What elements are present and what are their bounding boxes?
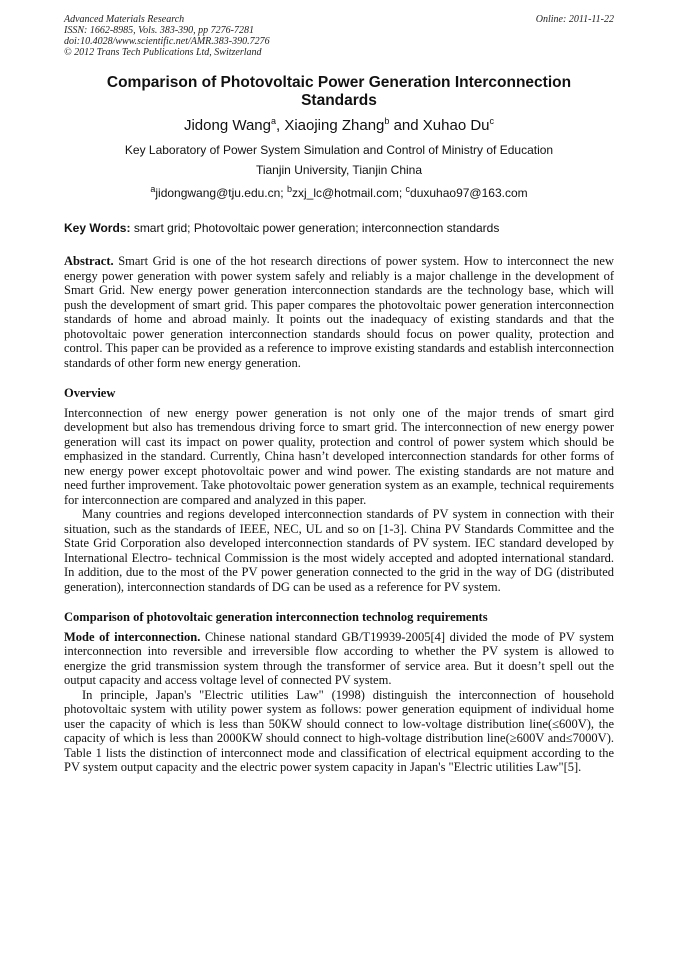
section-heading-overview: Overview	[64, 386, 116, 400]
author-mark: c	[489, 116, 495, 126]
affiliation-line: Key Laboratory of Power System Simulation and Control of Ministry of Education	[124, 143, 554, 157]
email-address[interactable]: duxuhao97@163.com	[410, 186, 528, 200]
author-mark: b	[384, 116, 390, 126]
online-date: Online: 2011-11-22	[535, 14, 614, 25]
author-list	[64, 116, 614, 136]
keywords-label: Key Words:	[64, 221, 131, 235]
affiliation-line: Tianjin University, Tianjin China	[255, 163, 423, 177]
author-mark: a	[270, 116, 276, 126]
keywords	[64, 220, 614, 236]
overview-paragraph: Many countries and regions developed interconnection standards of PV system in connection with their situation, such as the standards of IEEE, NEC, UL and so on [1-3]. China PV Standards Committee and the State Grid Corporation also developed interconnection standards of PV system. IEC standard developed by International Electro- technical Commission is the most widely accepted and adopted international standard. In addition, due to the most of the PV power generation connected to the grid in the way of DG (distributed generation), interconnection standards of DG can be used as a reference for PV system.	[64, 507, 614, 594]
abstract-text: Smart Grid is one of the hot research directions of power system. How to interconnect the new energy power generation with power system safely and reliably is a major challenge in the development of Smart Grid. New energy power generation interconnection standards are the technology base, which will push the development of smart grid. This paper compares the photovoltaic power generation interconnection standards of home and abroad mainly. It points out the inadequacy of existing standards and that the photovoltaic power generation interconnection standards should focus on power quality, protection and control. This paper can be provided as a reference to improve existing standards and establish interconnection standards of other form new energy generation.	[64, 254, 614, 370]
email-mark: c	[405, 184, 411, 194]
overview-paragraph: Interconnection of new energy power generation is not only one of the major trends of smart gird development but also has tremendous driving force to smart grid. The interconnection of new energy power generation will cast its impact on power quality, protection and control of power system which should be emphasized in the standard. Currently, China hasn’t developed interconnection standards for other forms of new energy power except photovoltaic power and wind power. The existing standards are not mature and need further improvement. Take photovoltaic power generation system as an example, technical requirements for interconnection are compared and analyzed in this paper.	[64, 405, 614, 507]
abstract	[64, 254, 614, 370]
author-separator: ,	[275, 117, 285, 134]
journal-name: Advanced Materials Research	[64, 14, 185, 25]
author-name: Xuhao Du	[422, 117, 490, 134]
copyright-line: © 2012 Trans Tech Publications Ltd, Switzerland	[64, 47, 262, 58]
email-address[interactable]: zxj_lc@hotmail.com;	[291, 186, 406, 200]
mode-paragraph	[64, 630, 614, 688]
section-heading-comparison: Comparison of photovoltaic generation interconnection technolog requirements	[64, 610, 488, 624]
doi-line: doi:10.4028/www.scientific.net/AMR.383-390.7276	[64, 36, 270, 47]
email-mark: a	[150, 184, 156, 194]
paper-title: Comparison of Photovoltaic Power Generation Interconnection Standards	[106, 74, 572, 109]
keywords-text: smart grid; Photovoltaic power generation; interconnection standards	[133, 221, 500, 235]
author-name: Jidong Wang	[183, 117, 271, 134]
author-emails	[64, 183, 614, 203]
author-separator: and	[389, 117, 423, 134]
abstract-label: Abstract.	[64, 254, 114, 268]
mode-paragraph-text: Chinese national standard GB/T19939-2005[4] divided the mode of PV system interconnection into reversible and irreversible flow according to whether the PV system is allowed to energize the grid transmission system through the transformer of service area. But it doesn’t spell out the output capacity and access voltage level of connected PV system.	[64, 629, 614, 687]
mode-run-in-heading: Mode of interconnection.	[64, 629, 201, 644]
email-address[interactable]: jidongwang@tju.edu.cn;	[155, 186, 287, 200]
issn-line: ISSN: 1662-8985, Vols. 383-390, pp 7276-7281	[64, 25, 254, 36]
author-name: Xiaojing Zhang	[284, 117, 385, 134]
journal-header	[64, 14, 614, 58]
mode-paragraph: In principle, Japan's "Electric utilities Law" (1998) distinguish the interconnection of household photovoltaic system with utility power system as follows: power generation equipment of individual home user the capacity of which is less than 50KW should connect to low-voltage distribution line(≤600V), the capacity of which is less than 2000KW should connect to high-voltage distribution line(≥600V and≤7000V). Table 1 lists the distinction of interconnect mode and classification of electrical equipment according to the PV system output capacity and the electric power system capacity in Japan's "Electric utilities Law"[5].	[64, 687, 614, 774]
affiliation	[64, 140, 614, 180]
email-mark: b	[286, 184, 292, 194]
